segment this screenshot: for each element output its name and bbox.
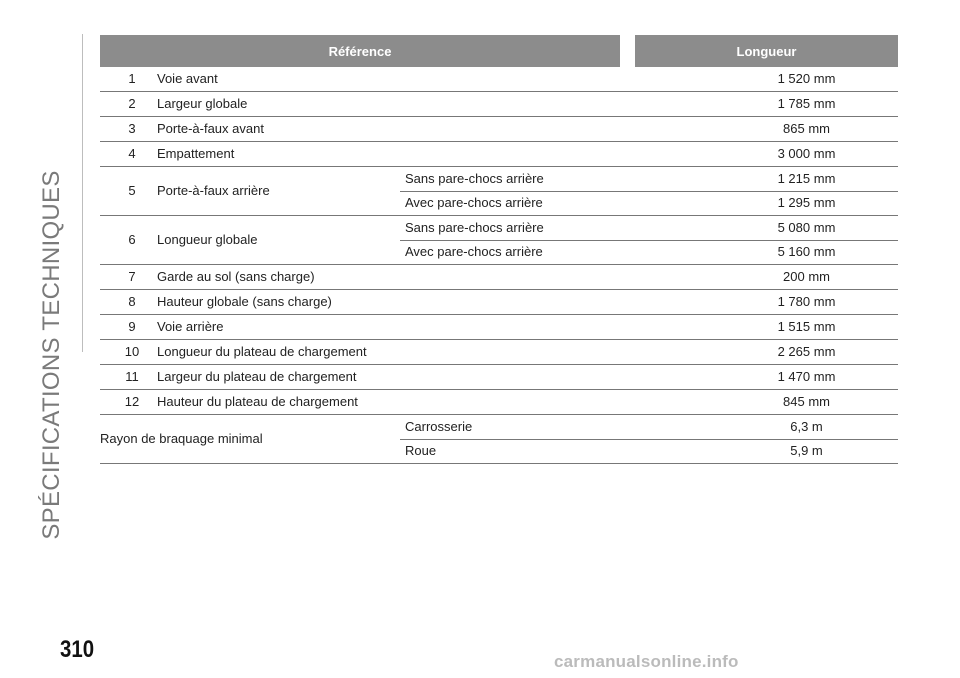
table-row	[100, 365, 898, 390]
row-number: 2	[128, 96, 136, 111]
row-number: 4	[128, 146, 136, 161]
sub-row	[400, 216, 898, 241]
row-value: 1 470 mm	[777, 369, 836, 384]
sub-value: 6,3 m	[790, 419, 823, 434]
table-row	[100, 117, 898, 142]
row-value: 1 780 mm	[777, 294, 836, 309]
row-value: 200 mm	[783, 269, 830, 284]
table-row	[100, 92, 898, 117]
sub-row	[400, 439, 898, 462]
table-row	[100, 315, 898, 340]
table-row	[100, 265, 898, 290]
table-header	[100, 35, 898, 67]
sub-condition: Sans pare-chocs arrière	[405, 220, 544, 235]
row-value: 1 520 mm	[777, 71, 836, 86]
row-number: 12	[124, 394, 140, 409]
table-row	[100, 415, 898, 464]
sub-value: 5,9 m	[790, 443, 823, 458]
row-number: 11	[125, 369, 139, 384]
row-number: 9	[128, 319, 136, 334]
sub-row	[400, 240, 898, 263]
row-label: Hauteur du plateau de chargement	[157, 394, 358, 409]
table-row	[100, 290, 898, 315]
row-value: 3 000 mm	[777, 146, 836, 161]
row-number: 7	[128, 269, 136, 284]
row-number: 5	[128, 183, 136, 198]
row-number: 8	[128, 294, 136, 309]
row-label: Garde au sol (sans charge)	[157, 269, 315, 284]
sub-condition: Avec pare-chocs arrière	[405, 195, 543, 210]
row-label: Rayon de braquage minimal	[100, 431, 263, 446]
table-row	[100, 142, 898, 167]
row-label: Longueur globale	[157, 232, 258, 247]
row-value: 865 mm	[783, 121, 830, 136]
row-value: 845 mm	[783, 394, 830, 409]
sub-value: 1 215 mm	[777, 171, 836, 186]
sub-row	[400, 415, 898, 440]
row-label: Largeur du plateau de chargement	[157, 369, 357, 384]
table-row	[100, 216, 898, 265]
sub-value: 5 080 mm	[777, 220, 836, 235]
sub-condition: Sans pare-chocs arrière	[405, 171, 544, 186]
sub-condition: Roue	[405, 443, 437, 458]
page-number: 310	[60, 636, 95, 663]
row-number: 3	[128, 121, 136, 136]
row-value: 1 515 mm	[777, 319, 836, 334]
row-label: Longueur du plateau de chargement	[157, 344, 367, 359]
table-row	[100, 167, 898, 216]
sub-row	[400, 191, 898, 214]
row-label: Voie avant	[157, 71, 218, 86]
dimensions-table	[100, 35, 898, 464]
section-divider	[82, 34, 83, 352]
row-label: Porte-à-faux avant	[157, 121, 264, 136]
sub-condition: Avec pare-chocs arrière	[405, 244, 543, 259]
sub-value: 1 295 mm	[777, 195, 836, 210]
table-row	[100, 390, 898, 415]
row-label: Hauteur globale (sans charge)	[157, 294, 332, 309]
row-value: 2 265 mm	[777, 344, 836, 359]
watermark: carmanualsonline.info	[554, 652, 739, 671]
header-longueur: Longueur	[635, 35, 898, 67]
sub-row	[400, 167, 898, 192]
row-label: Porte-à-faux arrière	[157, 183, 270, 198]
header-reference: Référence	[100, 35, 620, 67]
row-number: 10	[124, 344, 140, 359]
sub-value: 5 160 mm	[777, 244, 836, 259]
sub-condition: Carrosserie	[405, 419, 473, 434]
row-number: 6	[128, 232, 136, 247]
row-number: 1	[128, 71, 136, 86]
row-value: 1 785 mm	[777, 96, 836, 111]
row-label: Voie arrière	[157, 319, 224, 334]
table-row	[100, 340, 898, 365]
row-label: Empattement	[157, 146, 235, 161]
table-row	[100, 67, 898, 92]
section-title-vertical: SPÉCIFICATIONS TECHNIQUES	[38, 170, 65, 540]
row-label: Largeur globale	[157, 96, 248, 111]
